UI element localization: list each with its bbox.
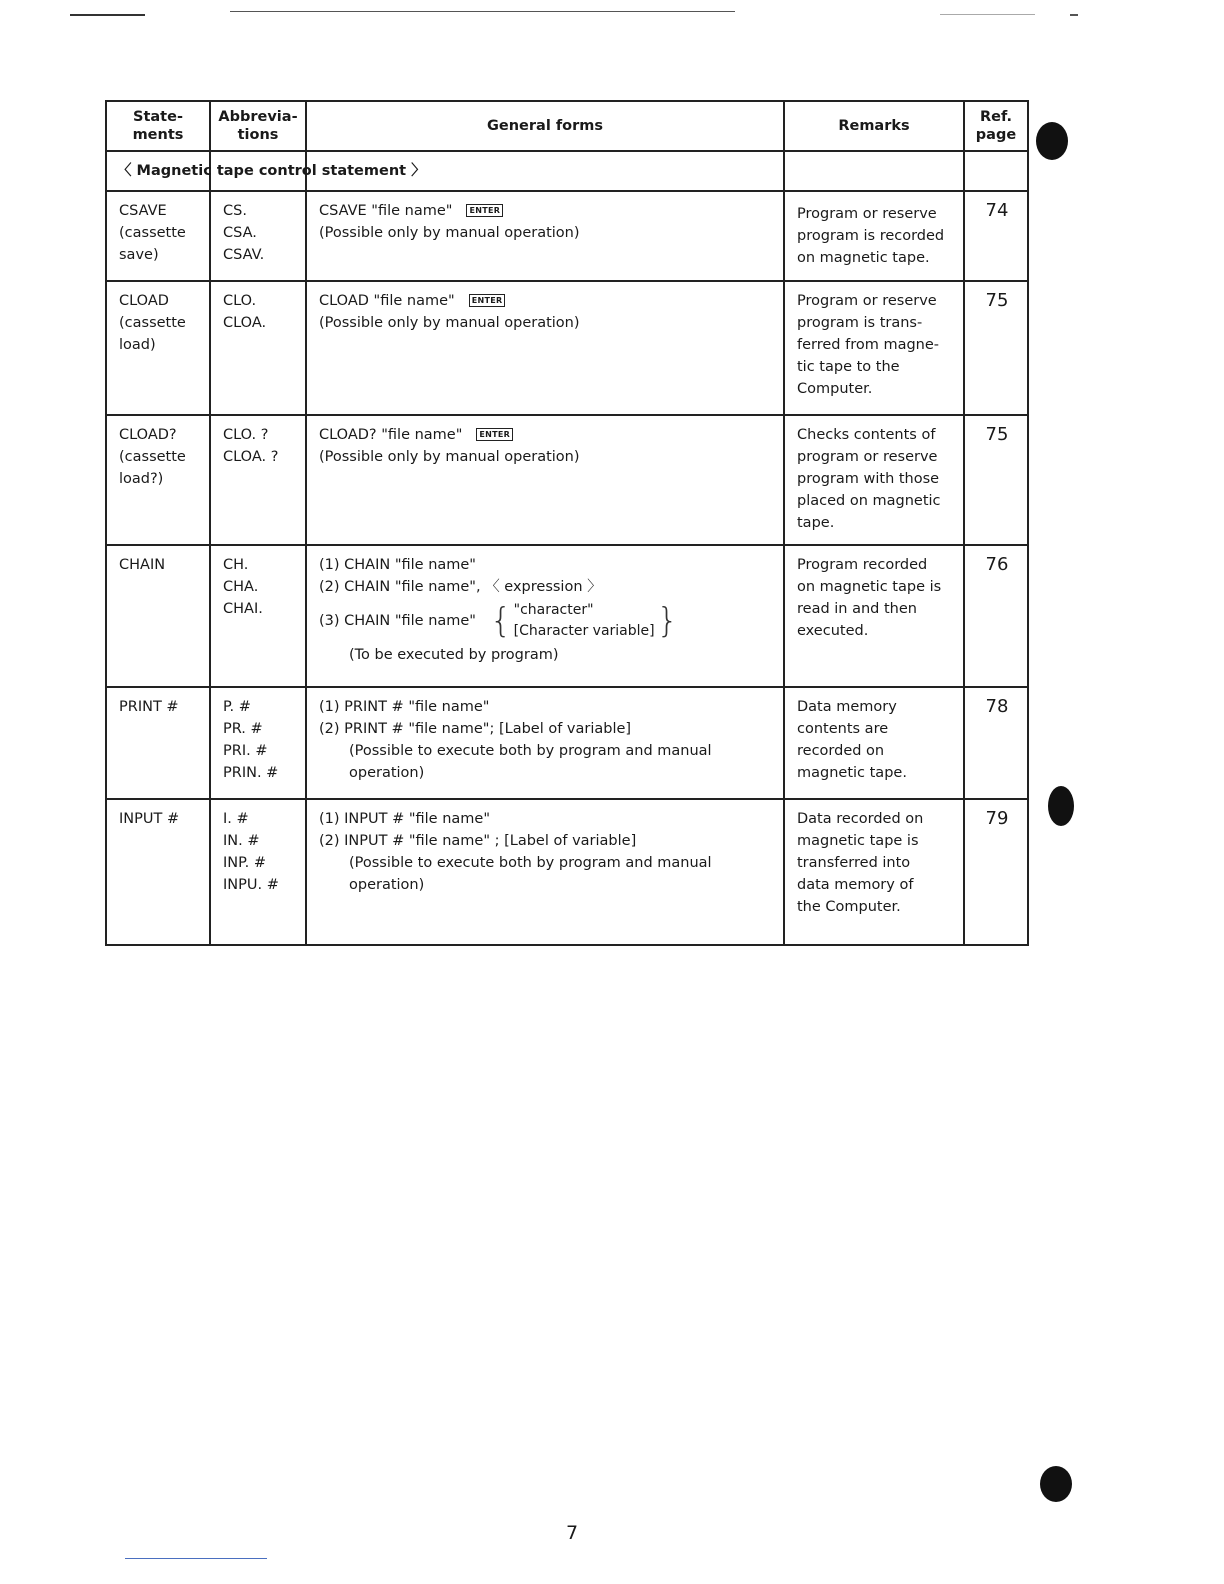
scan-artifact-line [1070, 14, 1078, 16]
general-form-cell: CLOAD? "file name" ENTER (Possible only by manual operation) [306, 415, 784, 545]
header-abbreviations: Abbrevia- tions [210, 101, 306, 151]
section-title: 〈 Magnetic tape control statement 〉 [117, 163, 426, 179]
remarks-cell: Data memory contents are recorded on magnetic tape. [784, 687, 964, 799]
header-ref-page: Ref. page [964, 101, 1028, 151]
section-title-cell [106, 151, 426, 191]
ref-page-cell: 78 [964, 687, 1028, 799]
remarks-cell: Checks contents of program or reserve program with those placed on magnetic tape. [784, 415, 964, 545]
header-remarks: Remarks [784, 101, 964, 151]
general-form-cell: (1) PRINT # "file name" (2) PRINT # "file name"; [Label of variable] (Possible to execute both by program and manual operation) [306, 687, 784, 799]
statement-cell: CHAIN [106, 545, 210, 687]
ref-page-cell: 75 [964, 415, 1028, 545]
ref-page-cell: 74 [964, 191, 1028, 281]
enter-key-icon: ENTER [466, 204, 503, 217]
statement-cell: CLOAD? (cassette load?) [106, 415, 210, 545]
abbreviation-cell: I. # IN. # INP. # INPU. # [210, 799, 306, 945]
general-form-cell: CLOAD "file name" ENTER (Possible only by manual operation) [306, 281, 784, 415]
header-row [106, 101, 1028, 151]
abbreviation-cell: CLO. CLOA. [210, 281, 306, 415]
abbreviation-cell: CH. CHA. CHAI. [210, 545, 306, 687]
statement-cell: INPUT # [106, 799, 210, 945]
scan-artifact-line [940, 14, 1035, 15]
scan-artifact-line [125, 1558, 267, 1559]
remarks-cell: Program or reserve program is recorded on magnetic tape. [784, 191, 964, 281]
scan-artifact-line [70, 14, 145, 16]
table-row [106, 799, 1028, 945]
table-row [106, 545, 1028, 687]
options-brace: { "character" [Character variable] } [489, 601, 679, 641]
statement-cell: CSAVE (cassette save) [106, 191, 210, 281]
table-row [106, 191, 1028, 281]
statement-reference-table [105, 100, 1029, 946]
remarks-cell: Data recorded on magnetic tape is transferred into data memory of the Computer. [784, 799, 964, 945]
right-brace-icon: } [656, 601, 679, 641]
abbreviation-cell: P. # PR. # PRI. # PRIN. # [210, 687, 306, 799]
binder-hole-mark [1048, 786, 1074, 826]
table-row [106, 687, 1028, 799]
table-row [106, 415, 1028, 545]
abbreviation-cell: CLO. ? CLOA. ? [210, 415, 306, 545]
page-number: 7 [566, 1522, 579, 1544]
abbreviation-cell: CS. CSA. CSAV. [210, 191, 306, 281]
ref-page-cell: 79 [964, 799, 1028, 945]
statement-cell: CLOAD (cassette load) [106, 281, 210, 415]
general-form-cell: CSAVE "file name" ENTER (Possible only by manual operation) [306, 191, 784, 281]
general-form-cell: (1) CHAIN "file name" (2) CHAIN "file name", 〈 expression 〉 (3) CHAIN "file name" { "character" [Character variable] } (To be executed by program) [306, 545, 784, 687]
scan-artifact-line [230, 11, 735, 12]
binder-hole-mark [1040, 1466, 1072, 1502]
ref-page-cell: 75 [964, 281, 1028, 415]
header-statements: State- ments [106, 101, 210, 151]
header-general-forms: General forms [306, 101, 784, 151]
ref-page-cell: 76 [964, 545, 1028, 687]
remarks-cell: Program or reserve program is trans- ferred from magne- tic tape to the Computer. [784, 281, 964, 415]
remarks-cell: Program recorded on magnetic tape is read in and then executed. [784, 545, 964, 687]
statement-cell: PRINT # [106, 687, 210, 799]
binder-hole-mark [1036, 122, 1068, 160]
general-form-cell: (1) INPUT # "file name" (2) INPUT # "file name" ; [Label of variable] (Possible to execute both by program and manual operation) [306, 799, 784, 945]
enter-key-icon: ENTER [476, 428, 513, 441]
table-row [106, 281, 1028, 415]
left-brace-icon: { [489, 601, 512, 641]
enter-key-icon: ENTER [469, 294, 506, 307]
section-row [106, 151, 1028, 191]
